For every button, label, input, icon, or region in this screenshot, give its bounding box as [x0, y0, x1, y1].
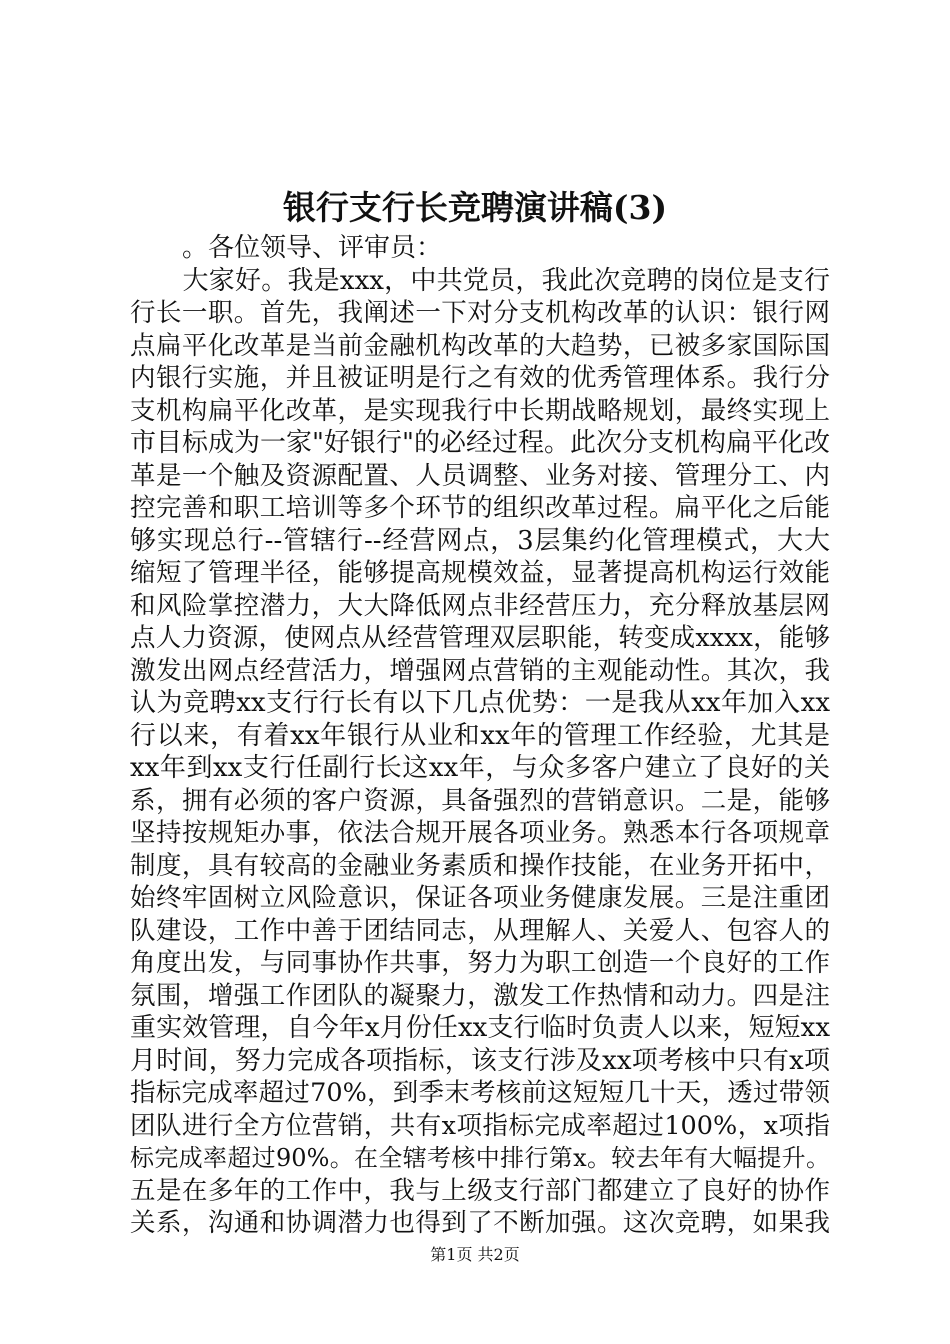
page-footer: 第1页 共2页 [430, 1245, 520, 1264]
text-line: 指标完成率超过70%，到季末考核前这短短几十天，透过带领 [130, 1078, 830, 1108]
text-line: 五是在多年的工作中，我与上级支行部门都建立了良好的协作 [130, 1175, 830, 1206]
text-line: xx年到xx支行任副行长这xx年，与众多客户建立了良好的关 [130, 753, 830, 783]
text-line: 控完善和职工培训等多个环节的组织改革过程。扁平化之后能 [130, 493, 830, 523]
text-line: 缩短了管理半径，能够提高规模效益，显著提高机构运行效能 [130, 558, 830, 588]
text-line: 激发出网点经营活力，增强网点营销的主观能动性。其次，我 [130, 655, 830, 686]
text-line: 行以来，有着xx年银行从业和xx年的管理工作经验，尤其是 [130, 720, 830, 751]
document-title: 银行支行长竞聘演讲稿(3) [282, 188, 668, 227]
text-line: 重实效管理，自今年x月份任xx支行临时负责人以来，短短xx [130, 1013, 830, 1043]
text-line: 坚持按规矩办事，依法合规开展各项业务。熟悉本行各项规章 [130, 818, 830, 848]
text-line: 大家好。我是xxx，中共党员，我此次竞聘的岗位是支行 [130, 265, 830, 296]
text-line: 关系，沟通和协调潜力也得到了不断加强。这次竞聘，如果我 [130, 1208, 830, 1238]
text-line: 点扁平化改革是当前金融机构改革的大趋势，已被多家国际国 [130, 330, 830, 361]
text-line: 够实现总行--管辖行--经营网点，3层集约化管理模式，大大 [130, 525, 830, 556]
text-line: 内银行实施，并且被证明是行之有效的优秀管理体系。我行分 [130, 363, 830, 393]
text-line: 队建设，工作中善于团结同志，从理解人、关爱人、包容人的 [130, 915, 830, 946]
text-line: 行长一职。首先，我阐述一下对分支机构改革的认识：银行网 [130, 298, 830, 328]
text-line: 制度，具有较高的金融业务素质和操作技能，在业务开拓中， [130, 850, 830, 881]
text-line: 氛围，增强工作团队的凝聚力，激发工作热情和动力。四是注 [130, 980, 830, 1011]
text-line: 。各位领导、评审员： [130, 233, 443, 263]
text-line: 始终牢固树立风险意识，保证各项业务健康发展。三是注重团 [130, 883, 830, 913]
document-body [130, 232, 830, 1240]
text-line: 支机构扁平化改革，是实现我行中长期战略规划，最终实现上 [130, 395, 830, 426]
text-line: 角度出发，与同事协作共事，努力为职工创造一个良好的工作 [130, 948, 830, 978]
text-line: 市目标成为一家"好银行"的必经过程。此次分支机构扁平化改 [130, 428, 830, 458]
text-line: 认为竞聘xx支行行长有以下几点优势：一是我从xx年加入xx [130, 688, 830, 718]
text-line: 月时间，努力完成各项指标，该支行涉及xx项考核中只有x项 [130, 1045, 830, 1076]
text-line: 革是一个触及资源配置、人员调整、业务对接、管理分工、内 [130, 460, 830, 491]
text-line: 和风险掌控潜力，大大降低网点非经营压力，充分释放基层网 [130, 590, 830, 621]
text-line: 团队进行全方位营销，共有x项指标完成率超过100%，x项指 [130, 1110, 830, 1141]
text-line: 点人力资源，使网点从经营管理双层职能，转变成xxxx，能够 [130, 623, 830, 653]
text-line: 系，拥有必须的客户资源，具备强烈的营销意识。二是，能够 [130, 785, 830, 816]
text-line: 标完成率超过90%。在全辖考核中排行第x。较去年有大幅提升。 [130, 1144, 830, 1172]
